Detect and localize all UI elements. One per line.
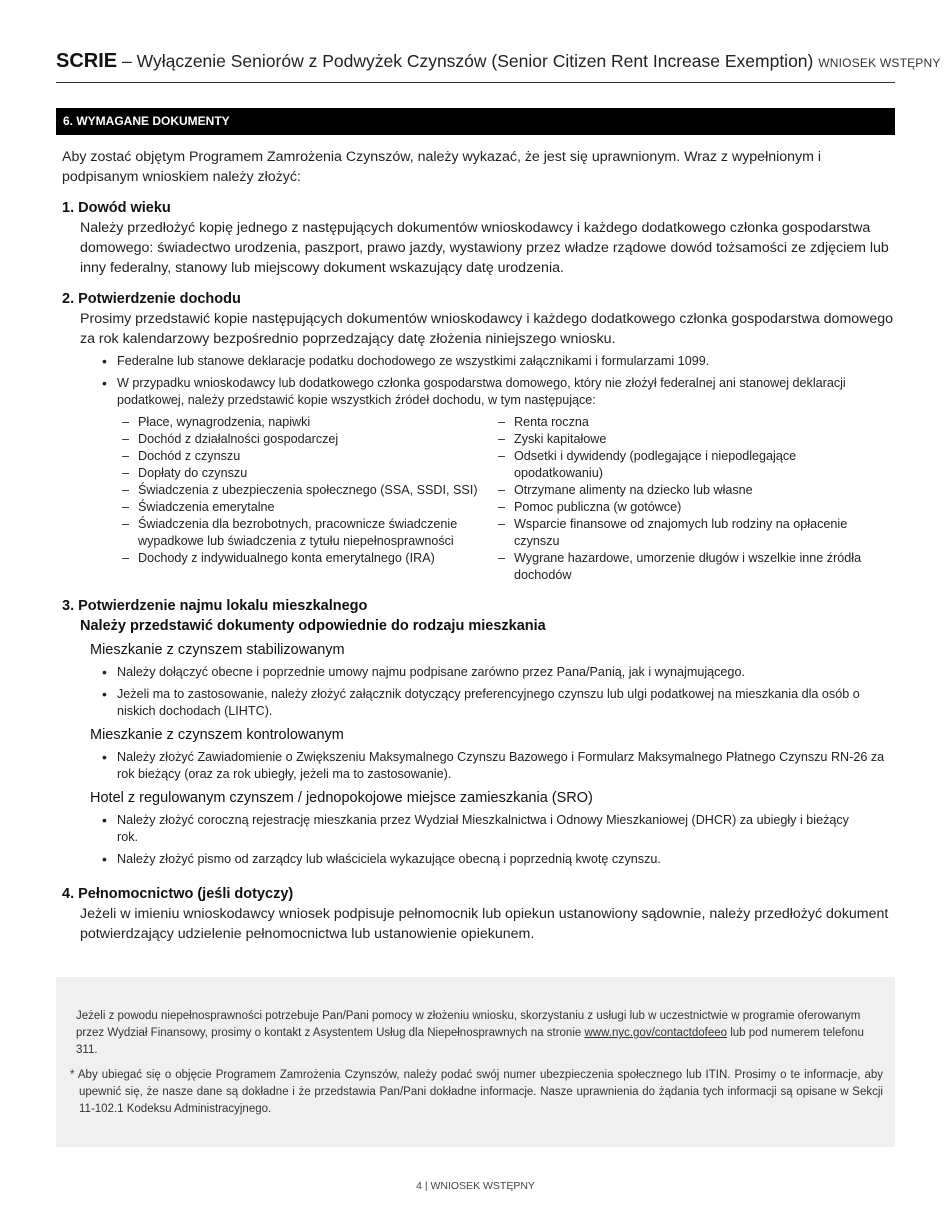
list-item: – Świadczenia dla bezrobotnych, pracownicze świadczenie wypadkowe lub świadczenia z tytułu niepełnosprawności [122,516,468,550]
item-proof-of-income [62,289,895,584]
notes-box [56,977,895,1147]
list-item: – Świadczenia emerytalne [122,499,498,516]
accessibility-note-end: lub pod numerem telefonu 311. [76,1027,864,1056]
list-item: – Dochód z czynszu [122,448,498,465]
group-rent-controlled-title: Mieszkanie z czynszem kontrolowanym [90,727,344,743]
list-item: – Dopłaty do czynszu [122,465,498,482]
section-intro: Aby zostać objętym Programem Zamrożenia Czynszów, należy wykazać, że jest się uprawnionym. Wraz z wypełnionym i podpisanym wnioskiem należy złożyć: [62,149,822,185]
ssn-note: * Aby ubiegać się o objęcie Programem Zamrożenia Czynszów, należy podać swój numer ubezpieczenia społecznego lub ITIN. Prosimy o te informacje, aby upewnić się, że nasze dane są dokładne i że przedstawia Pan/Pani dokładne informacje. Nasze uprawnienia do żądania tych informacji są opisane w Sekcji 11-102.1 Kodeksu Administracyjnego. [70,1069,883,1115]
item-proof-of-tenancy [62,596,895,873]
list-item: – Renta roczna [498,414,878,431]
item2-heading: 2. Potwierdzenie dochodu [62,291,241,307]
page-header [56,50,941,83]
list-item: – Dochód z działalności gospodarczej [122,431,498,448]
list-item: – Wygrane hazardowe, umorzenie długów i wszelkie inne źródła dochodów [498,550,878,584]
program-title: – Wyłączenie Seniorów z Podwyżek Czynszów (Senior Citizen Rent Increase Exemption) [117,51,819,71]
group-rent-controlled-bullets [62,749,895,783]
item1-text: Należy przedłożyć kopię jednego z następujących dokumentów wnioskodawcy i każdego dodatkowego członka gospodarstwa domowego: świadectwo urodzenia, paszport, prawo jazdy, wystawiony przez władze rządowe dowód tożsamości ze zdjęciem lub inny federalny, stanowy lub miejscowy dokument wskazujący datę urodzenia. [80,220,889,276]
item2-text: Prosimy przedstawić kopie następujących dokumentów wnioskodawcy i każdego dodatkowego członka gospodarstwa domowego za rok kalendarzowy bezpośrednio poprzedzający datę złożenia niniejszego wniosku. [80,311,894,347]
item1-heading: 1. Dowód wieku [62,200,171,216]
list-item: • Należy złożyć coroczną rejestrację mieszkania przez Wydział Mieszkalnictwa i Odnowy Mieszkaniowej (DHCR) za ubiegły i bieżący rok. [117,812,867,846]
list-item: • Federalne lub stanowe deklaracje podatku dochodowego ze wszystkimi załącznikami i formularzami 1099. [117,353,895,370]
group-sro-bullets [62,812,895,868]
item3-subheading: Należy przedstawić dokumenty odpowiednie do rodzaju mieszkania [80,618,546,634]
list-item: – Wsparcie finansowe od znajomych lub rodziny na opłacenie czynszu [498,516,878,550]
list-item: • Należy złożyć pismo od zarządcy lub właściciela wykazujące obecną i poprzednią kwotę czynszu. [117,851,895,868]
group-rent-stabilized-bullets [62,664,895,720]
item-proof-of-age [62,198,895,278]
page-footer: 4 | WNIOSEK WSTĘPNY [416,1180,535,1192]
group-rent-stabilized-title: Mieszkanie z czynszem stabilizowanym [90,642,345,658]
item4-heading: 4. Pełnomocnictwo (jeśli dotyczy) [62,886,294,902]
form-tag: WNIOSEK WSTĘPNY [818,56,941,70]
list-item: – Dochody z indywidualnego konta emerytalnego (IRA) [122,550,498,567]
list-item: – Odsetki i dywidendy (podlegające i niepodlegające opodatkowaniu) [498,448,878,482]
accessibility-note [76,1008,876,1059]
income-sources-left [122,414,498,584]
contact-link[interactable]: www.nyc.gov/contactdofeeo [584,1027,728,1039]
program-brand: SCRIE [56,50,118,72]
list-item: – Płace, wynagrodzenia, napiwki [122,414,498,431]
accessibility-note-text: Jeżeli z powodu niepełnosprawności potrzebuje Pan/Pani pomocy w złożeniu wniosku, skorzystaniu z usługi lub w uczestnictwie w programie oferowanym przez Wydział Finansowy, prosimy o kontakt z Asystentem Usług dla Niepełnosprawnych na stronie [76,1010,861,1039]
group-sro-title: Hotel z regulowanym czynszem / jednopokojowe miejsce zamieszkania (SRO) [90,790,593,806]
item-power-of-attorney [62,884,895,944]
income-sources [122,414,895,584]
list-item: – Otrzymane alimenty na dziecko lub własne [498,482,878,499]
list-item: • W przypadku wnioskodawcy lub dodatkowego członka gospodarstwa domowego, który nie złożył federalnej ani stanowej deklaracji podatkowej, należy przedstawić kopie wszystkich źródeł dochodu, w tym następujące: [117,375,895,409]
income-bullets [62,353,895,409]
list-item: • Należy złożyć Zawiadomienie o Zwiększeniu Maksymalnego Czynszu Bazowego i Formularz Maksymalnego Płatnego Czynszu RN-26 za rok bieżący (oraz za rok ubiegły, jeżeli ma to zastosowanie). [117,749,895,783]
item4-text: Jeżeli w imieniu wnioskodawcy wniosek podpisuje pełnomocnik lub opiekun ustanowiony sądownie, należy przedłożyć dokument potwierdzający udzielenie pełnomocnictwa lub ustanowienie opiekunem. [80,906,889,942]
item3-heading: 3. Potwierdzenie najmu lokalu mieszkalnego [62,598,368,614]
section-title: 6. WYMAGANE DOKUMENTY [56,108,895,135]
list-item: – Zyski kapitałowe [498,431,878,448]
list-item: • Jeżeli ma to zastosowanie, należy złożyć załącznik dotyczący preferencyjnego czynszu lub ulgi podatkowej na mieszkania dla osób o niskich dochodach (LIHTC). [117,686,895,720]
income-sources-right [498,414,878,584]
list-item: • Należy dołączyć obecne i poprzednie umowy najmu podpisane zarówno przez Pana/Panią, jak i wynajmującego. [117,664,895,681]
list-item: – Pomoc publiczna (w gotówce) [498,499,878,516]
list-item: – Świadczenia z ubezpieczenia społecznego (SSA, SSDI, SSI) [122,482,498,499]
